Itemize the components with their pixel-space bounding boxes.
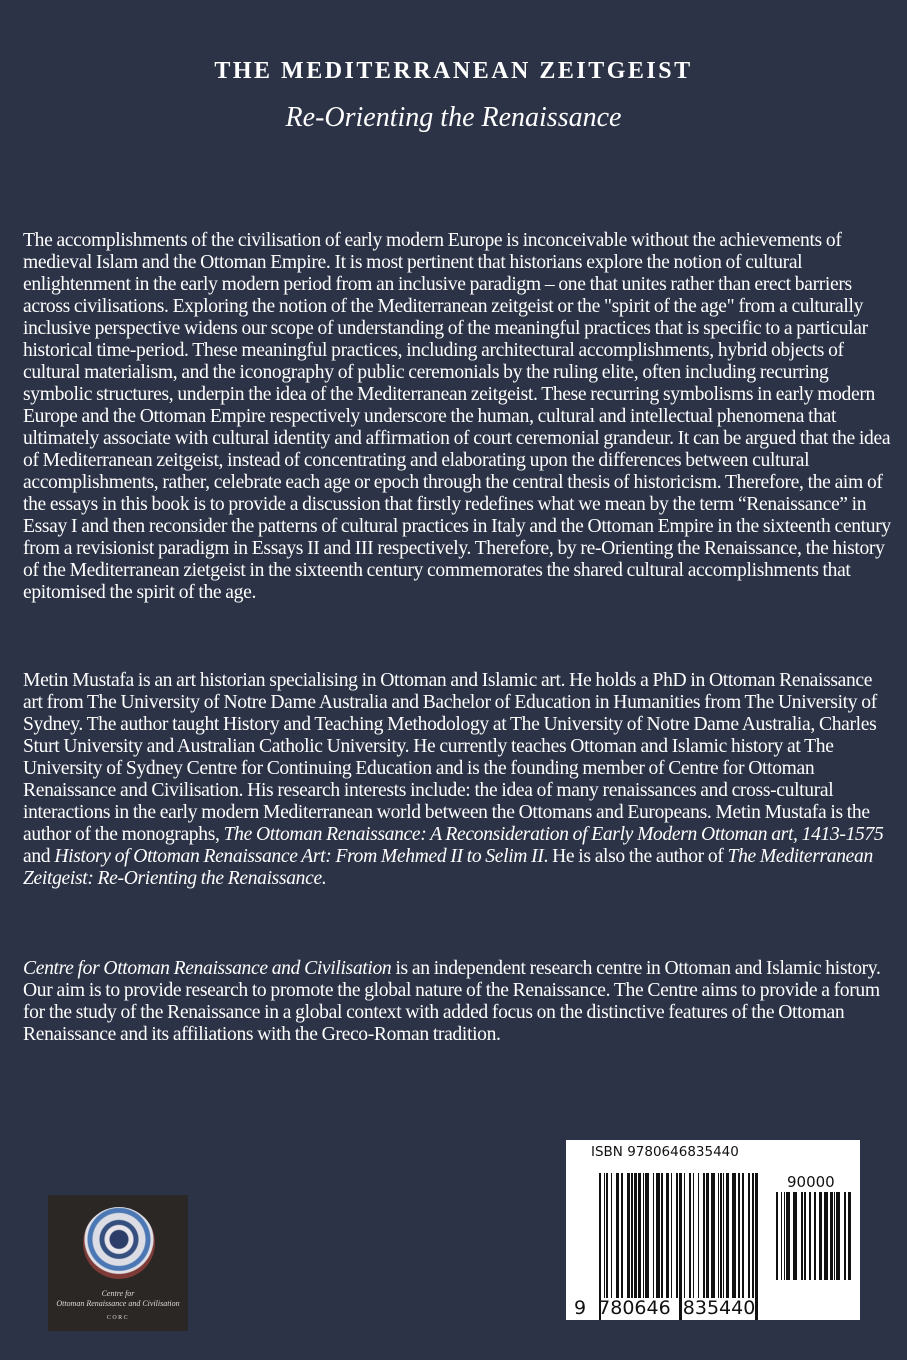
barcode-bar <box>604 1173 605 1298</box>
book-title-2: History of Ottoman Renaissance Art: From Mehmed II to Selim II <box>54 846 544 867</box>
barcode-bar <box>706 1173 709 1298</box>
barcode-bar <box>804 1192 806 1280</box>
barcode-bar <box>671 1173 672 1298</box>
barcode-bar <box>616 1173 619 1298</box>
barcode-bar <box>732 1173 736 1298</box>
barcode-bar <box>809 1192 811 1280</box>
centre-text: is an independent research centre in Ottoman and Islamic history. Our aim is to provide research to promote the global nature of the Renaissance. The Centre aims to provide a forum for the study of the Renaissance in a global context with added focus on the distinctive features of the Ottoman Renaissance and its affiliations with the Greco-Roman tradition. <box>23 958 881 1045</box>
blurb-paragraph: The accomplishments of the civilisation of early modern Europe is inconceivable without the achievements of medieval Islam and the Ottoman Empire. It is most pertinent that historians explore the notion of cultural enlightenment in the early modern period from an inclusive paradigm – one that unites rather than erect barriers across civilisations. Exploring the notion of the Mediterranean zeitgeist or the "spirit of the age" from a culturally inclusive perspective widens our scope of understanding of the meaningful practices that is specific to a particular historical time-period. These meaningful practices, including architectural accomplishments, hybrid objects of cultural materialism, and the iconography of public ceremonials by the ruling elite, often including recurring symbolic structures, underpin the idea of the Mediterranean zeitgeist. These recurring symbolisms in early modern Europe and the Ottoman Empire respectively underscore the human, cultural and intellectual phenomena that ultimately associate with cultural identity and affirmation of court ceremonial grandeur. It can be argued that the idea of Mediterranean zeitgeist, instead of concentrating and elaborating upon the differences between cultural accomplishments, rather, celebrate each age or epoch through the central thesis of historicism. Therefore, the aim of the essays in this book is to provide a discussion that firstly redefines what we mean by the term “Renaissance” in Essay I and then reconsider the patterns of cultural practices in Italy and the Ottoman Empire in the sixteenth century from a revisionist paradigm in Essays II and III respectively. Therefore, by re-Orienting the Renaissance, the history of the Mediterranean zietgeist in the sixteenth century commemorates the shared cultural accomplishments that epitomised the spirit of the age. <box>23 230 891 603</box>
author-bio-and: and <box>23 846 51 867</box>
book-title-1: The Ottoman Renaissance: A Reconsideration of Early Modern Ottoman art, 1413-1575 <box>223 824 884 845</box>
barcode-bar <box>742 1173 744 1298</box>
barcode-bar <box>621 1173 623 1298</box>
barcode-bar <box>755 1173 758 1320</box>
barcode-bar <box>645 1173 649 1298</box>
barcode-bar <box>606 1173 608 1298</box>
iznik-tile-emblem-icon <box>83 1207 155 1279</box>
barcode-bar <box>726 1173 729 1298</box>
barcode-bar <box>656 1173 660 1298</box>
barcode-bar <box>814 1192 816 1280</box>
centre-name: Centre for Ottoman Renaissance and Civilisation <box>23 958 392 979</box>
barcode-bar <box>752 1173 754 1298</box>
barcode-bar <box>653 1173 654 1298</box>
price-addon-number: 90000 <box>787 1173 835 1191</box>
barcode-bar <box>666 1173 669 1298</box>
barcode-bar <box>824 1192 828 1280</box>
barcode-bar <box>834 1192 835 1280</box>
author-bio-paragraph <box>23 670 891 890</box>
barcode-bar <box>703 1173 705 1298</box>
barcode-bar <box>684 1173 685 1298</box>
barcode-bar <box>661 1173 663 1298</box>
barcode-bar <box>819 1192 822 1280</box>
barcode-bar <box>723 1173 724 1298</box>
isbn-label: ISBN 9780646835440 <box>591 1144 739 1160</box>
isbn-barcode <box>566 1140 860 1320</box>
barcode-bar <box>643 1173 644 1298</box>
centre-paragraph <box>23 958 891 1046</box>
logo-line-1: Centre for <box>101 1289 135 1298</box>
barcode-bar <box>718 1173 719 1298</box>
barcode-bar <box>693 1173 694 1298</box>
barcode-bar <box>848 1192 851 1280</box>
addon-barcode-bars <box>776 1192 856 1302</box>
author-bio-also: . He is also the author of <box>543 846 724 867</box>
logo-abbreviation: CORC <box>106 1315 130 1321</box>
barcode-bar <box>711 1173 715 1298</box>
barcode-bar <box>611 1173 612 1298</box>
author-bio-text: Metin Mustafa is an art historian specialising in Ottoman and Islamic art. He holds a PhD in Ottoman Renaissance art from The University of Notre Dame Australia and Bachelor of Education in Humanities from The University of Sydney. The author taught History and Teaching Methodology at The University of Notre Dame Australia, Charles Sturt University and Australian Catholic University. He currently teaches Ottoman and Islamic history at The University of Sydney Centre for Continuing Education and is the founding member of Centre for Ottoman Renaissance and Civilisation. His research interests include: the idea of many renaissances and cross-cultural interactions in the early modern Mediterranean world between the Ottomans and Europeans. Metin Mustafa is the author of the monographs, <box>23 670 877 845</box>
barcode-bar <box>676 1173 678 1298</box>
barcode-bar <box>836 1192 840 1280</box>
barcode-bar <box>844 1192 846 1280</box>
corc-logo <box>48 1195 188 1331</box>
book-subtitle: Re-Orienting the Renaissance <box>285 102 622 133</box>
logo-line-2: Ottoman Renaissance and Civilisation <box>56 1299 180 1308</box>
barcode-bar <box>786 1192 790 1280</box>
barcode-bar <box>793 1192 797 1280</box>
barcode-bar <box>784 1192 785 1280</box>
barcode-bar <box>634 1173 637 1298</box>
book-title: THE MEDITERRANEAN ZEITGEIST <box>214 58 693 84</box>
barcode-bar <box>689 1173 691 1298</box>
barcode-bar <box>720 1173 722 1298</box>
barcode-bar <box>830 1192 833 1280</box>
barcode-bar <box>776 1192 778 1280</box>
barcode-bar <box>781 1192 782 1280</box>
barcode-bar <box>698 1173 699 1298</box>
book-title-3: The Mediterranean Zeitgeist: Re-Orienting the Renaissance. <box>23 846 873 889</box>
barcode-bar <box>631 1173 633 1298</box>
barcode-bar <box>738 1173 740 1298</box>
barcode-digits: 9 780646 835440 <box>574 1297 756 1319</box>
barcode-bar <box>801 1192 803 1280</box>
barcode-bar <box>748 1173 750 1298</box>
barcode-bar <box>638 1173 641 1298</box>
barcode-bar <box>627 1173 630 1298</box>
